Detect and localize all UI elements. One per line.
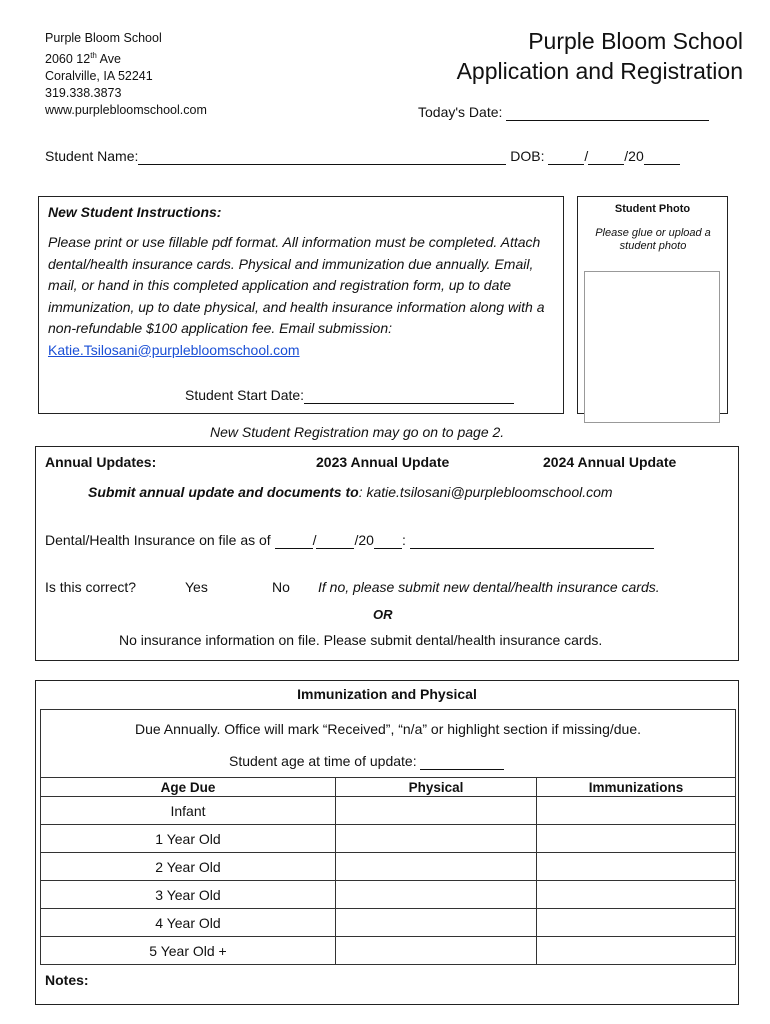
start-date-row <box>185 387 514 404</box>
dob-separator: / <box>584 148 589 164</box>
physical-cell[interactable] <box>336 881 537 909</box>
insurance-label: Dental/Health Insurance on file as of <box>45 532 271 548</box>
todays-date-label: Today's Date: <box>418 104 503 120</box>
correct-label: Is this correct? <box>45 579 137 595</box>
immunizations-cell[interactable] <box>537 853 736 881</box>
physical-cell[interactable] <box>336 853 537 881</box>
immunization-table <box>40 777 736 965</box>
immunization-note-box <box>40 709 736 778</box>
immunizations-cell[interactable] <box>537 797 736 825</box>
col-immunizations: Immunizations <box>537 778 736 797</box>
table-row <box>41 881 736 909</box>
dob-label: DOB: <box>510 148 545 164</box>
age-cell: 4 Year Old <box>41 909 336 937</box>
student-name-label: Student Name: <box>45 148 139 164</box>
dob-month-field[interactable] <box>548 148 584 165</box>
table-row <box>41 853 736 881</box>
age-at-update-field[interactable] <box>420 753 504 770</box>
age-cell: 5 Year Old + <box>41 937 336 965</box>
table-row <box>41 937 736 965</box>
insurance-sep: / <box>312 532 317 548</box>
submit-instructions <box>88 484 613 500</box>
immunization-title: Immunization and Physical <box>297 686 477 702</box>
annual-updates-section <box>35 446 739 661</box>
school-name: Purple Bloom School <box>45 31 162 45</box>
table-row <box>41 825 736 853</box>
if-no-instruction: If no, please submit new dental/health insurance cards. <box>318 579 660 595</box>
instructions-heading: New Student Instructions: <box>48 204 222 220</box>
annual-updates-label: Annual Updates: <box>45 454 157 470</box>
page-two-note: New Student Registration may go on to page 2. <box>210 424 505 440</box>
physical-cell[interactable] <box>336 909 537 937</box>
or-divider: OR <box>373 607 393 622</box>
student-name-field[interactable] <box>138 148 506 165</box>
photo-instructions: Please glue or upload a student photo <box>595 227 711 252</box>
immunizations-cell[interactable] <box>537 825 736 853</box>
insurance-colon: : <box>401 532 406 548</box>
photo-upload-area[interactable] <box>584 271 720 423</box>
todays-date-row <box>418 104 709 121</box>
form-title-school: Purple Bloom School <box>528 28 743 54</box>
start-date-field[interactable] <box>304 387 514 404</box>
form-title-subtitle: Application and Registration <box>456 58 743 84</box>
age-at-update-row <box>229 753 504 770</box>
start-date-label: Student Start Date: <box>185 387 305 403</box>
school-phone: 319.338.3873 <box>45 86 122 101</box>
insurance-day-field[interactable] <box>316 532 354 549</box>
age-at-update-label: Student age at time of update: <box>229 753 417 769</box>
physical-cell[interactable] <box>336 797 537 825</box>
todays-date-field[interactable] <box>506 104 709 121</box>
table-header-row <box>41 778 736 797</box>
insurance-year-field[interactable] <box>374 532 402 549</box>
immunization-note: Due Annually. Office will mark “Received”, “n/a” or highlight section if missing/due. <box>134 721 642 737</box>
col-physical: Physical <box>336 778 537 797</box>
insurance-row <box>45 532 654 549</box>
school-address <box>45 30 207 119</box>
street-name: Ave <box>96 52 121 67</box>
new-student-instructions <box>38 196 564 414</box>
dob-year-prefix: /20 <box>624 148 644 164</box>
notes-field[interactable] <box>106 971 726 997</box>
age-cell: 1 Year Old <box>41 825 336 853</box>
no-insurance-note: No insurance information on file. Please submit dental/health insurance cards. <box>119 632 603 648</box>
street-number: 2060 12 <box>45 52 91 67</box>
street-suffix: th <box>90 51 97 60</box>
dob-day-field[interactable] <box>588 148 624 165</box>
school-city: Coralville, IA 52241 <box>45 69 153 84</box>
school-website: www.purplebloomschool.com <box>45 103 207 118</box>
physical-cell[interactable] <box>336 937 537 965</box>
submit-email: : katie.tsilosani@purplebloomschool.com <box>358 484 613 500</box>
age-cell: 2 Year Old <box>41 853 336 881</box>
student-name-row <box>45 148 680 165</box>
insurance-details-field[interactable] <box>410 532 654 549</box>
physical-cell[interactable] <box>336 825 537 853</box>
school-street <box>45 47 207 68</box>
immunizations-cell[interactable] <box>537 937 736 965</box>
student-photo-box <box>577 196 728 414</box>
immunization-section <box>35 680 739 1005</box>
submission-email-link[interactable]: Katie.Tsilosani@purplebloomschool.com <box>48 341 300 358</box>
insurance-year-prefix: /20 <box>354 532 374 548</box>
table-row <box>41 797 736 825</box>
col-age-due: Age Due <box>41 778 336 797</box>
instructions-text: Please print or use fillable pdf format. All information must be completed. Attach dental/health insurance cards. Physical and immunization due annually. Email, mail, or hand in this completed application and registration form, up to date immunization, up to date physical, and health insurance information along with a non-refundable $100 application fee. Email submission: <box>48 234 545 336</box>
no-option[interactable]: No <box>272 579 290 595</box>
update-2023-label: 2023 Annual Update <box>316 454 450 470</box>
age-cell: 3 Year Old <box>41 881 336 909</box>
update-2024-label: 2024 Annual Update <box>543 454 677 470</box>
instructions-body <box>48 232 548 361</box>
immunizations-cell[interactable] <box>537 881 736 909</box>
age-cell: Infant <box>41 797 336 825</box>
insurance-month-field[interactable] <box>275 532 313 549</box>
immunizations-cell[interactable] <box>537 909 736 937</box>
photo-title: Student Photo <box>614 203 691 215</box>
notes-label: Notes: <box>45 972 89 988</box>
table-row <box>41 909 736 937</box>
yes-option[interactable]: Yes <box>185 579 208 595</box>
submit-label: Submit annual update and documents to <box>88 484 359 500</box>
dob-year-field[interactable] <box>644 148 680 165</box>
